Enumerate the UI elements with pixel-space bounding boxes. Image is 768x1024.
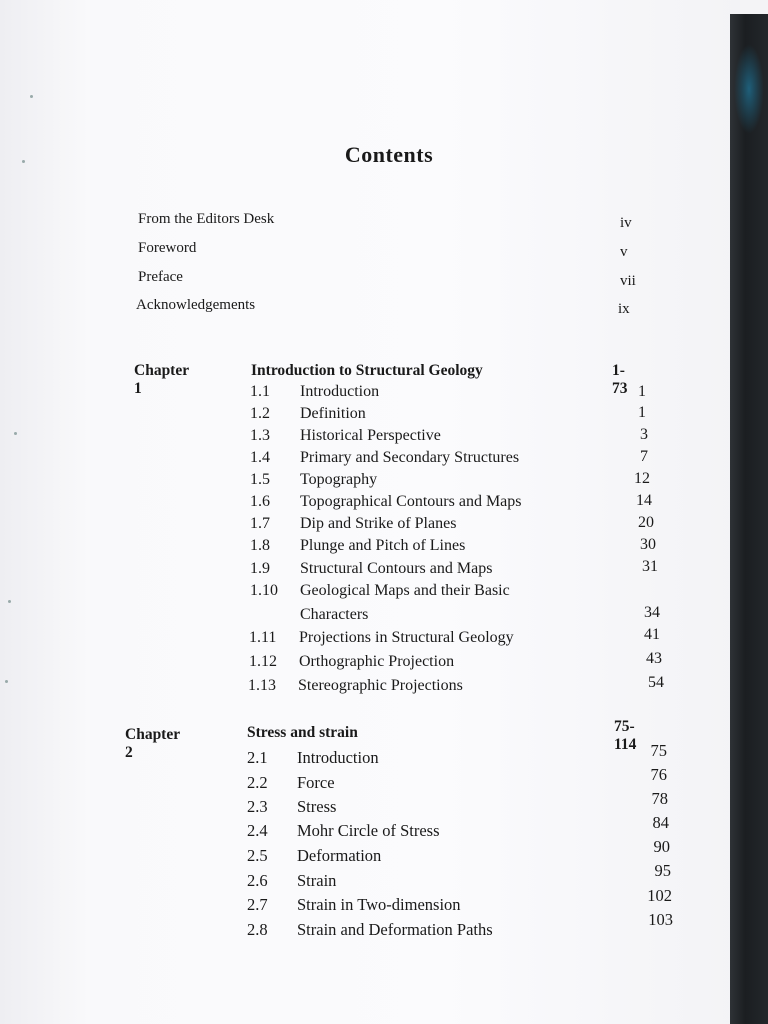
- section-title: Deformation: [297, 846, 382, 865]
- section-number: 1.13: [248, 677, 276, 694]
- section-number: 2.3: [247, 797, 268, 816]
- page-speck: [30, 95, 33, 98]
- front-matter-label: Acknowledgements: [136, 297, 256, 313]
- section-number: 1.7: [250, 515, 270, 532]
- chapter-title: Introduction to Structural Geology: [251, 362, 483, 379]
- front-matter-label: From the Editors Desk: [138, 211, 275, 227]
- chapter-page-range: 75-114: [614, 718, 637, 753]
- front-matter-page: v: [620, 244, 628, 260]
- section-page: 34: [644, 604, 660, 621]
- section-page: 78: [651, 789, 668, 808]
- section-title: Strain in Two-dimension: [297, 895, 461, 914]
- section-page: 20: [638, 514, 654, 531]
- section-page: 3: [640, 426, 648, 443]
- section-number: 1.12: [249, 653, 277, 670]
- section-number: 2.1: [247, 748, 268, 767]
- section-title: Introduction: [300, 383, 380, 400]
- chapter-label: Chapter 1: [134, 362, 189, 397]
- front-matter-label: Foreword: [138, 240, 197, 256]
- section-title: Historical Perspective: [300, 427, 441, 444]
- chapter-title: Stress and strain: [247, 724, 358, 741]
- section-title: Plunge and Pitch of Lines: [300, 537, 466, 554]
- section-number: 2.8: [247, 920, 268, 939]
- section-page: 90: [653, 837, 670, 856]
- section-page: 7: [640, 448, 648, 465]
- section-title: Geological Maps and their Basic: [300, 582, 510, 599]
- section-number: 1.5: [250, 471, 270, 488]
- page-title: Contents: [344, 142, 434, 167]
- section-title: Topography: [300, 471, 378, 488]
- section-title: Projections in Structural Geology: [299, 629, 514, 646]
- section-number: 1.8: [250, 537, 270, 554]
- section-number: 2.5: [247, 846, 268, 865]
- section-title: Primary and Secondary Structures: [300, 449, 520, 466]
- section-page: 12: [634, 470, 650, 487]
- section-number: 1.2: [250, 405, 270, 422]
- section-number: 1.11: [249, 629, 277, 646]
- chapter-label: Chapter 2: [125, 726, 180, 761]
- section-title: Stress: [297, 797, 337, 816]
- section-number: 2.2: [247, 773, 268, 792]
- section-title: Introduction: [297, 748, 379, 767]
- section-page: 76: [650, 765, 667, 784]
- section-page: 14: [636, 492, 652, 509]
- section-title: Mohr Circle of Stress: [297, 821, 440, 840]
- section-number: 1.1: [250, 383, 270, 400]
- section-number: 1.10: [250, 582, 278, 599]
- section-number: 1.3: [250, 427, 270, 444]
- background-surface: [730, 14, 768, 1024]
- section-page: 54: [648, 674, 664, 691]
- section-title: Stereographic Projections: [298, 677, 463, 694]
- section-title-continued: Characters: [300, 606, 369, 623]
- section-page: 41: [644, 626, 660, 643]
- section-title: Force: [297, 773, 335, 792]
- section-title: Structural Contours and Maps: [300, 560, 493, 577]
- section-title: Orthographic Projection: [299, 653, 455, 670]
- section-number: 1.6: [250, 493, 270, 510]
- chapter-page-range: 1-73: [612, 362, 628, 397]
- front-matter-page: vii: [620, 273, 636, 289]
- front-matter-page: iv: [620, 215, 632, 231]
- page-speck: [14, 432, 17, 435]
- section-number: 1.4: [250, 449, 270, 466]
- section-title: Dip and Strike of Planes: [300, 515, 457, 532]
- section-page: 102: [647, 886, 672, 905]
- section-title: Strain and Deformation Paths: [297, 920, 493, 939]
- section-number: 1.9: [250, 560, 270, 577]
- section-title: Topographical Contours and Maps: [300, 493, 522, 510]
- front-matter-entry: [136, 297, 656, 317]
- section-page: 95: [654, 861, 671, 880]
- section-page: 1: [638, 383, 646, 400]
- section-page: 84: [652, 813, 669, 832]
- section-page: 103: [648, 910, 673, 929]
- section-page: 30: [640, 536, 656, 553]
- front-matter-entry: [138, 211, 658, 231]
- section-title: Definition: [300, 405, 366, 422]
- front-matter-page: ix: [618, 301, 630, 317]
- section-page: 75: [650, 741, 667, 760]
- front-matter-entry: [138, 240, 658, 260]
- page-speck: [5, 680, 8, 683]
- front-matter-entry: [138, 269, 658, 289]
- section-title: Strain: [297, 871, 337, 890]
- front-matter-label: Preface: [138, 269, 183, 285]
- section-page: 1: [638, 404, 646, 421]
- section-number: 2.4: [247, 821, 268, 840]
- section-number: 2.7: [247, 895, 268, 914]
- page-speck: [8, 600, 11, 603]
- section-page: 31: [642, 558, 658, 575]
- section-number: 2.6: [247, 871, 268, 890]
- section-page: 43: [646, 650, 662, 667]
